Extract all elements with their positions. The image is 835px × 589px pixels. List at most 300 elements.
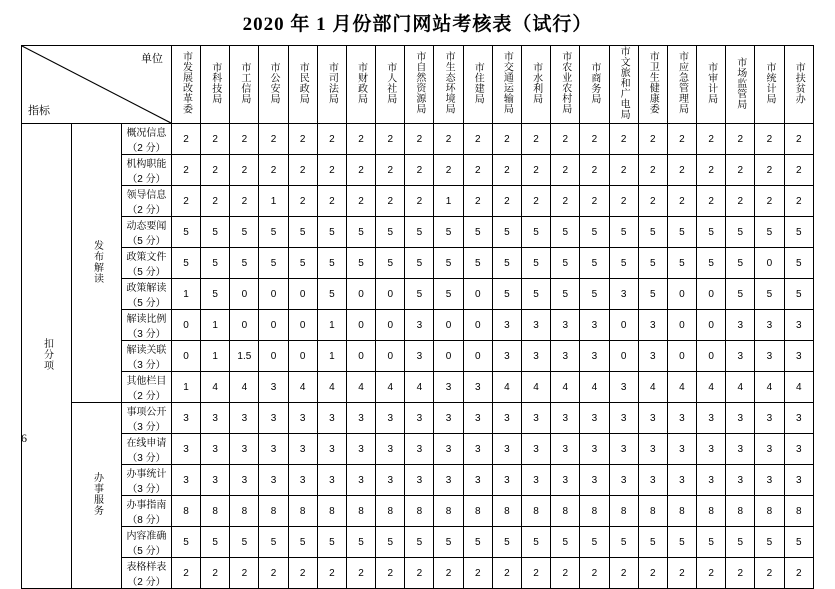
row-label: 在线申请（3 分） [121, 434, 171, 465]
sub-group-label: 发布解读 [71, 124, 121, 403]
score-cell: 5 [346, 217, 375, 248]
score-cell: 8 [434, 496, 463, 527]
score-cell: 8 [171, 496, 200, 527]
score-cell: 3 [201, 403, 230, 434]
score-cell: 5 [755, 527, 784, 558]
score-cell: 5 [230, 248, 259, 279]
score-cell: 0 [667, 341, 696, 372]
score-cell: 2 [434, 558, 463, 589]
score-cell: 3 [259, 372, 288, 403]
score-cell: 0 [667, 310, 696, 341]
score-cell: 0 [171, 310, 200, 341]
score-cell: 0 [434, 310, 463, 341]
score-cell: 8 [201, 496, 230, 527]
score-cell: 5 [784, 217, 813, 248]
score-cell: 5 [376, 527, 405, 558]
score-cell: 8 [230, 496, 259, 527]
score-cell: 4 [405, 372, 434, 403]
score-cell: 2 [580, 155, 609, 186]
score-cell: 2 [784, 558, 813, 589]
score-cell: 5 [434, 527, 463, 558]
page-number: 6 [21, 431, 27, 445]
score-cell: 3 [784, 310, 813, 341]
unit-axis-label: 单位 [140, 53, 163, 65]
column-header: 市工信局 [230, 46, 259, 124]
score-cell: 3 [522, 310, 551, 341]
score-cell: 2 [317, 124, 346, 155]
score-cell: 2 [580, 124, 609, 155]
score-cell: 3 [609, 434, 638, 465]
score-cell: 3 [463, 434, 492, 465]
score-cell: 3 [551, 310, 580, 341]
score-cell: 3 [638, 403, 667, 434]
score-cell: 2 [171, 186, 200, 217]
score-cell: 5 [405, 527, 434, 558]
score-cell: 8 [259, 496, 288, 527]
score-cell: 3 [259, 465, 288, 496]
score-cell: 2 [317, 186, 346, 217]
score-cell: 3 [317, 465, 346, 496]
score-cell: 8 [522, 496, 551, 527]
assessment-table [21, 45, 814, 589]
score-cell: 5 [697, 248, 726, 279]
score-cell: 3 [522, 403, 551, 434]
score-cell: 4 [697, 372, 726, 403]
metric-axis-label: 指标 [28, 105, 50, 117]
score-cell: 3 [638, 341, 667, 372]
table-row [22, 279, 814, 310]
score-cell: 4 [230, 372, 259, 403]
column-header: 市场监管局 [726, 46, 755, 124]
score-cell: 2 [288, 124, 317, 155]
score-cell: 5 [551, 217, 580, 248]
main-group-label: 扣分项 [22, 124, 72, 589]
score-cell: 3 [171, 434, 200, 465]
score-cell: 0 [697, 310, 726, 341]
score-cell: 8 [667, 496, 696, 527]
row-label: 动态要闻（5 分） [121, 217, 171, 248]
score-cell: 2 [726, 155, 755, 186]
score-cell: 3 [726, 465, 755, 496]
score-cell: 3 [346, 403, 375, 434]
score-cell: 0 [171, 341, 200, 372]
column-header: 市交通运输局 [492, 46, 521, 124]
score-cell: 2 [609, 124, 638, 155]
score-cell: 5 [171, 217, 200, 248]
score-cell: 3 [638, 434, 667, 465]
score-cell: 3 [317, 403, 346, 434]
score-cell: 5 [317, 248, 346, 279]
row-label: 领导信息（2 分） [121, 186, 171, 217]
score-cell: 3 [405, 341, 434, 372]
score-cell: 4 [638, 372, 667, 403]
score-cell: 8 [463, 496, 492, 527]
score-cell: 3 [522, 434, 551, 465]
column-header: 市民政局 [288, 46, 317, 124]
score-cell: 4 [346, 372, 375, 403]
score-cell: 3 [288, 465, 317, 496]
score-cell: 5 [288, 527, 317, 558]
score-cell: 4 [755, 372, 784, 403]
table-row [22, 527, 814, 558]
score-cell: 5 [667, 527, 696, 558]
score-cell: 2 [201, 186, 230, 217]
score-cell: 2 [201, 155, 230, 186]
score-cell: 0 [376, 341, 405, 372]
score-cell: 0 [288, 279, 317, 310]
score-cell: 3 [288, 403, 317, 434]
score-cell: 3 [171, 403, 200, 434]
score-cell: 5 [522, 279, 551, 310]
column-header: 市公安局 [259, 46, 288, 124]
table-row [22, 403, 814, 434]
score-cell: 5 [580, 279, 609, 310]
score-cell: 3 [638, 310, 667, 341]
score-cell: 8 [726, 496, 755, 527]
score-cell: 3 [784, 434, 813, 465]
score-cell: 3 [580, 341, 609, 372]
score-cell: 3 [434, 434, 463, 465]
score-cell: 1 [434, 186, 463, 217]
score-cell: 0 [259, 310, 288, 341]
score-cell: 8 [551, 496, 580, 527]
score-cell: 3 [551, 434, 580, 465]
score-cell: 5 [726, 527, 755, 558]
score-cell: 0 [667, 279, 696, 310]
score-cell: 4 [522, 372, 551, 403]
score-cell: 5 [376, 248, 405, 279]
score-cell: 3 [551, 341, 580, 372]
score-cell: 0 [346, 310, 375, 341]
score-cell: 3 [726, 341, 755, 372]
score-cell: 2 [346, 186, 375, 217]
score-cell: 3 [463, 465, 492, 496]
score-cell: 3 [755, 465, 784, 496]
score-cell: 3 [405, 403, 434, 434]
score-cell: 8 [376, 496, 405, 527]
column-header: 市人社局 [376, 46, 405, 124]
score-cell: 5 [317, 279, 346, 310]
score-cell: 5 [434, 217, 463, 248]
score-cell: 3 [726, 434, 755, 465]
score-cell: 3 [667, 403, 696, 434]
score-cell: 5 [346, 248, 375, 279]
score-cell: 4 [551, 372, 580, 403]
table-header-row [22, 46, 814, 124]
score-cell: 2 [697, 558, 726, 589]
score-cell: 2 [346, 155, 375, 186]
score-cell: 2 [376, 186, 405, 217]
score-cell: 5 [492, 527, 521, 558]
score-cell: 2 [609, 186, 638, 217]
row-label: 表格样表（2 分） [121, 558, 171, 589]
score-cell: 3 [259, 403, 288, 434]
score-cell: 3 [230, 465, 259, 496]
score-cell: 3 [609, 465, 638, 496]
score-cell: 4 [726, 372, 755, 403]
column-header: 市自然资源局 [405, 46, 434, 124]
score-cell: 3 [346, 465, 375, 496]
score-cell: 8 [638, 496, 667, 527]
score-cell: 5 [522, 248, 551, 279]
score-cell: 2 [463, 186, 492, 217]
score-cell: 2 [346, 124, 375, 155]
score-cell: 5 [609, 217, 638, 248]
score-cell: 2 [405, 155, 434, 186]
score-cell: 3 [463, 403, 492, 434]
column-header: 市司法局 [317, 46, 346, 124]
score-cell: 3 [522, 341, 551, 372]
score-cell: 1 [317, 341, 346, 372]
score-cell: 2 [726, 558, 755, 589]
score-cell: 2 [638, 558, 667, 589]
score-cell: 5 [551, 527, 580, 558]
score-cell: 3 [492, 341, 521, 372]
score-cell: 3 [230, 403, 259, 434]
score-cell: 2 [288, 558, 317, 589]
score-cell: 3 [551, 403, 580, 434]
score-cell: 5 [492, 248, 521, 279]
score-cell: 5 [317, 217, 346, 248]
row-label: 概况信息（2 分） [121, 124, 171, 155]
column-header: 市卫生健康委 [638, 46, 667, 124]
score-cell: 4 [492, 372, 521, 403]
score-cell: 3 [492, 434, 521, 465]
score-cell: 8 [405, 496, 434, 527]
score-cell: 0 [346, 279, 375, 310]
score-cell: 5 [492, 217, 521, 248]
score-cell: 0 [346, 341, 375, 372]
score-cell: 8 [609, 496, 638, 527]
score-cell: 2 [726, 186, 755, 217]
score-cell: 2 [551, 124, 580, 155]
score-cell: 5 [317, 527, 346, 558]
score-cell: 2 [697, 186, 726, 217]
page-title: 2020 年 1 月份部门网站考核表（试行） [242, 14, 593, 35]
score-cell: 3 [755, 403, 784, 434]
score-cell: 5 [201, 248, 230, 279]
score-cell: 2 [492, 186, 521, 217]
score-cell: 2 [230, 186, 259, 217]
score-cell: 5 [171, 527, 200, 558]
row-label: 事项公开（3 分） [121, 403, 171, 434]
score-cell: 2 [230, 155, 259, 186]
score-cell: 3 [376, 434, 405, 465]
column-header: 市生态环境局 [434, 46, 463, 124]
score-cell: 5 [259, 248, 288, 279]
column-header: 市财政局 [346, 46, 375, 124]
score-cell: 0 [434, 341, 463, 372]
row-label: 解读比例（3 分） [121, 310, 171, 341]
score-cell: 8 [492, 496, 521, 527]
score-cell: 5 [726, 248, 755, 279]
score-cell: 2 [288, 155, 317, 186]
score-cell: 5 [755, 279, 784, 310]
column-header: 市统计局 [755, 46, 784, 124]
score-cell: 5 [230, 527, 259, 558]
score-cell: 2 [259, 558, 288, 589]
score-cell: 0 [609, 310, 638, 341]
score-cell: 2 [171, 124, 200, 155]
score-cell: 4 [201, 372, 230, 403]
row-label: 政策解读（5 分） [121, 279, 171, 310]
score-cell: 2 [755, 186, 784, 217]
score-cell: 2 [171, 155, 200, 186]
score-cell: 3 [755, 434, 784, 465]
score-cell: 5 [667, 248, 696, 279]
score-cell: 4 [784, 372, 813, 403]
score-cell: 4 [580, 372, 609, 403]
score-cell: 2 [522, 558, 551, 589]
score-cell: 2 [376, 155, 405, 186]
score-cell: 3 [784, 465, 813, 496]
score-cell: 2 [638, 186, 667, 217]
score-cell: 2 [259, 155, 288, 186]
score-cell: 3 [405, 310, 434, 341]
score-cell: 0 [697, 279, 726, 310]
table-row [22, 434, 814, 465]
row-label: 办事统计（3 分） [121, 465, 171, 496]
score-cell: 5 [201, 527, 230, 558]
score-cell: 3 [551, 465, 580, 496]
score-cell: 3 [609, 372, 638, 403]
score-cell: 2 [492, 155, 521, 186]
score-cell: 2 [201, 558, 230, 589]
score-cell: 5 [580, 248, 609, 279]
score-cell: 8 [288, 496, 317, 527]
score-cell: 5 [551, 279, 580, 310]
score-cell: 0 [609, 341, 638, 372]
score-cell: 5 [230, 217, 259, 248]
score-cell: 1 [171, 279, 200, 310]
score-cell: 0 [376, 279, 405, 310]
score-cell: 2 [609, 155, 638, 186]
score-cell: 3 [609, 403, 638, 434]
score-cell: 5 [609, 527, 638, 558]
score-cell: 0 [259, 279, 288, 310]
column-header: 市发展改革委 [171, 46, 200, 124]
score-cell: 5 [522, 527, 551, 558]
score-cell: 2 [463, 558, 492, 589]
score-cell: 1.5 [230, 341, 259, 372]
score-cell: 2 [317, 155, 346, 186]
score-cell: 2 [434, 155, 463, 186]
score-cell: 2 [551, 558, 580, 589]
score-cell: 3 [288, 434, 317, 465]
score-cell: 2 [463, 124, 492, 155]
score-cell: 0 [755, 248, 784, 279]
score-cell: 3 [434, 372, 463, 403]
score-cell: 3 [317, 434, 346, 465]
score-cell: 3 [580, 434, 609, 465]
score-cell: 5 [638, 248, 667, 279]
column-header: 市住建局 [463, 46, 492, 124]
sub-group-label: 办事服务 [71, 403, 121, 589]
score-cell: 3 [201, 434, 230, 465]
row-label: 解读关联（3 分） [121, 341, 171, 372]
score-cell: 3 [726, 403, 755, 434]
score-cell: 0 [463, 279, 492, 310]
score-cell: 5 [288, 248, 317, 279]
score-cell: 5 [726, 279, 755, 310]
score-cell: 2 [522, 155, 551, 186]
score-cell: 8 [784, 496, 813, 527]
column-header: 市科技局 [201, 46, 230, 124]
score-cell: 2 [230, 558, 259, 589]
score-cell: 0 [230, 310, 259, 341]
table-row [22, 465, 814, 496]
score-cell: 5 [463, 248, 492, 279]
score-cell: 5 [784, 527, 813, 558]
score-cell: 4 [667, 372, 696, 403]
score-cell: 5 [434, 279, 463, 310]
score-cell: 5 [376, 217, 405, 248]
score-cell: 5 [726, 217, 755, 248]
score-cell: 0 [697, 341, 726, 372]
score-cell: 2 [784, 186, 813, 217]
score-cell: 3 [434, 465, 463, 496]
score-cell: 3 [376, 465, 405, 496]
score-cell: 3 [171, 465, 200, 496]
score-cell: 3 [638, 465, 667, 496]
score-cell: 2 [726, 124, 755, 155]
table-row [22, 124, 814, 155]
score-cell: 2 [492, 124, 521, 155]
score-cell: 2 [259, 124, 288, 155]
score-cell: 5 [288, 217, 317, 248]
table-row [22, 186, 814, 217]
score-cell: 2 [667, 155, 696, 186]
score-cell: 5 [755, 217, 784, 248]
row-label: 政策文件（5 分） [121, 248, 171, 279]
score-cell: 3 [667, 465, 696, 496]
score-cell: 5 [580, 217, 609, 248]
score-cell: 8 [317, 496, 346, 527]
table-row [22, 155, 814, 186]
score-cell: 5 [580, 527, 609, 558]
row-label: 内容准确（5 分） [121, 527, 171, 558]
score-cell: 2 [638, 124, 667, 155]
score-cell: 3 [580, 310, 609, 341]
score-cell: 2 [522, 186, 551, 217]
score-cell: 2 [697, 124, 726, 155]
score-cell: 3 [697, 403, 726, 434]
column-header: 市审计局 [697, 46, 726, 124]
table-row [22, 341, 814, 372]
score-cell: 4 [376, 372, 405, 403]
column-header: 市扶贫办 [784, 46, 813, 124]
score-cell: 5 [201, 279, 230, 310]
score-cell: 2 [288, 186, 317, 217]
table-row [22, 496, 814, 527]
table-row [22, 558, 814, 589]
score-cell: 2 [551, 155, 580, 186]
score-cell: 5 [697, 527, 726, 558]
score-cell: 2 [551, 186, 580, 217]
score-cell: 8 [346, 496, 375, 527]
score-cell: 2 [405, 124, 434, 155]
column-header: 市文旅和广电局 [609, 46, 638, 124]
score-cell: 2 [434, 124, 463, 155]
score-cell: 2 [376, 558, 405, 589]
score-cell: 4 [317, 372, 346, 403]
score-cell: 2 [580, 558, 609, 589]
score-cell: 3 [201, 465, 230, 496]
score-cell: 3 [726, 310, 755, 341]
score-cell: 8 [580, 496, 609, 527]
score-cell: 5 [171, 248, 200, 279]
score-cell: 2 [405, 186, 434, 217]
